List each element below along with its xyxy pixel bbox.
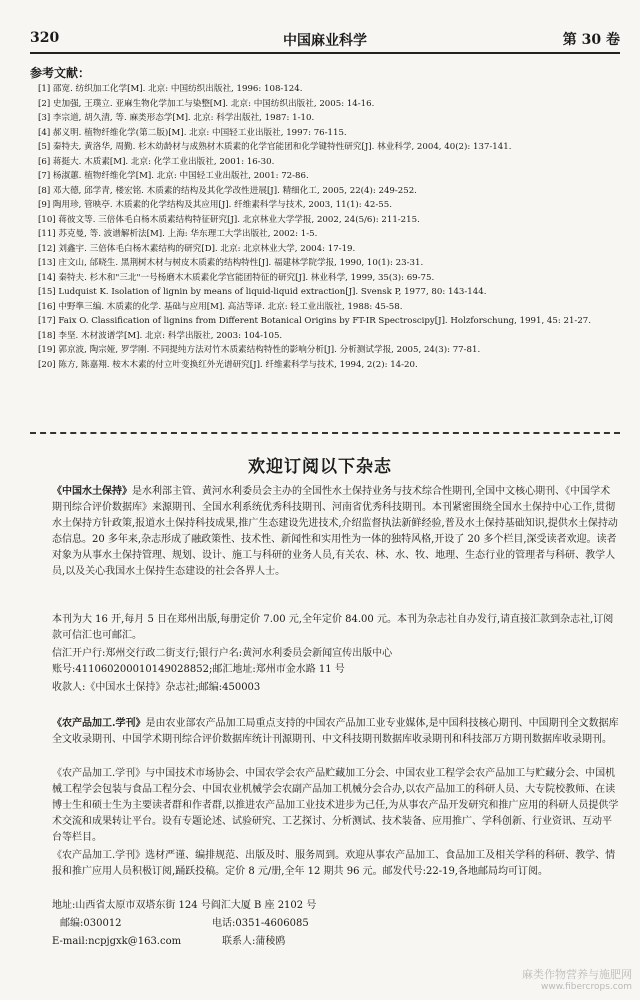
- references-list: [38, 82, 620, 372]
- agri-paragraph-2: 《农产品加工.学刊》与中国技术市场协会、中国农学会农产品贮藏加工分会、中国农业工程学会农产品加工与贮藏分会、中国机械工程学会包装与食品工程分会、中国农业机械学会农副产品加工机械分会合办,以农产品加工的科研人员、大专院校教师、在读博士生和硕士生为主要读者群和作者群,以推进农产品加工业技术进步为己任,为从事农产品开发研究和推广应用的科研人员提供学术交流和成果转让平台。设有专题论述、试验研究、工艺探讨、分析测试、技术装备、应用推广、学科创新、行业资讯、互动平台等栏目。: [52, 768, 619, 843]
- reference-item: [3] 李宗道, 胡久清, 等. 麻类形态学[M]. 北京: 科学出版社, 1987: 1-10.: [38, 113, 315, 123]
- watermark-cn: 麻类作物营养与施肥网: [522, 968, 632, 981]
- site-watermark: [522, 966, 632, 992]
- reference-item: [19] 郭京波, 陶宗娅, 罗学刚. 不同提纯方法对竹木质素结构特性的影响分析[J]. 分析测试学报, 2005, 24(3): 77-81.: [38, 345, 481, 355]
- soil-bank-line: 信汇开户行:郑州交行政二街支行;银行户名:黄河水利委员会新闻宣传出版中心: [52, 648, 393, 659]
- reference-item: [12] 刘鑫宇. 三倍体毛白杨木素结构的研究[D]. 北京: 北京林业大学, 2004: 17-19.: [38, 243, 356, 254]
- reference-item: [9] 陶用珍, 管映亭. 木质素的化学结构及其应用[J]. 纤维素科学与技术, 2003, 11(1): 42-55.: [38, 200, 392, 210]
- volume-label: 第 30 卷: [562, 32, 620, 48]
- reference-item: [7] 杨淑蕙. 植物纤维化学[M]. 北京: 中国轻工业出版社, 2001: 72-86.: [38, 171, 309, 181]
- reference-item: [20] 陈方, 陈嘉翔. 桉木木素的付立叶变换红外光谱研究[J]. 纤维素科学与技术, 1994, 2(2): 14-20.: [38, 359, 418, 370]
- soil-pub-info: 本刊为大 16 开,每月 5 日在郑州出版,每册定价 7.00 元,全年定价 84.00 元。本刊为杂志社自办发行,请直接汇款到杂志社,订阅款可信汇也可邮汇。: [52, 614, 614, 641]
- soil-intro-paragraph: [52, 484, 620, 580]
- reference-item: [1] 邵宽. 纺织加工化学[M]. 北京: 中国纺织出版社, 1996: 108-124.: [38, 84, 303, 94]
- notice-title: 欢迎订阅以下杂志: [248, 457, 392, 477]
- agri-postcode-line: 邮编:030012: [60, 918, 122, 929]
- reference-item: [14] 秦特夫. 杉木和"三北"一号杨磨木木质素化学官能团特征的研究[J]. 林业科学, 1999, 35(3): 69-75.: [38, 272, 435, 283]
- section-divider: [30, 432, 620, 434]
- agri-journal-name: 《农产品加工.学刊》: [52, 718, 146, 729]
- reference-item: [16] 中野準三编. 木质素的化学. 基础与应用[M]. 高洁等译. 北京: 轻工业出版社, 1988: 45-58.: [38, 301, 403, 312]
- reference-item: [18] 李坚. 木材波谱学[M]. 北京: 科学出版社, 2003: 104-105.: [38, 330, 283, 341]
- soil-intro-text: 是水利部主管、黄河水利委员会主办的全国性水土保持业务与技术综合性期刊,全国中文核心期刊、《中国学术期刊综合评价数据库》来源期刊、全国水利系统优秀科技期刊、河南省优秀科技期刊。本刊紧密围绕全国水土保持中心工作,贯彻水土保持方针政策,报道水土保持科技成果,推广生态建设先进技术,介绍监督执法新鲜经验,普及水土保持基础知识,提供水土保持动态信息。20 多年来,杂志形成了融政策性、技术性、新闻性和实用性为一体的独特风格,开设了 20 多个栏目,深受读者欢迎。读者对象为从事水土保持管理、规划、设计、施工与科研的业务人员,有关农、林、水、牧、地理、生态行业的管理者与科研、教学人员,以及关心我国水土保持生态建设的社会各界人士。: [52, 486, 618, 577]
- agri-intro-paragraph: [52, 716, 620, 748]
- watermark-en: www.fibercrops.com: [541, 982, 632, 992]
- reference-item: [10] 蒋彼文等. 三倍体毛白杨木质素结构特征研究[J]. 北京林业大学学报, 2002, 24(5/6): 211-215.: [38, 214, 420, 225]
- agri-address-line: 地址:山西省太原市双塔东街 124 号阎汇大厦 B 座 2102 号: [52, 900, 317, 911]
- agri-contact-line: 联系人:蒲稜鸥: [222, 936, 286, 947]
- reference-item: [2] 史加强, 王璞立. 亚麻生物化学加工与染整[M]. 北京: 中国纺织出版社, 2005: 14-16.: [38, 98, 375, 109]
- soil-account-line: 账号:411060200010149028852;邮汇地址:郑州市金水路 11 号: [52, 664, 345, 675]
- reference-item: [4] 郝义明. 植物纤维化学(第二版)[M]. 北京: 中国轻工业出版社, 1997: 76-115.: [38, 127, 347, 138]
- soil-journal-name: 《中国水土保持》: [52, 486, 132, 497]
- reference-item: [15] Ludquist K. Isolation of lignin by means of liquid-liquid extraction[J]. Svensk P, 1977, 80: 143-144.: [38, 287, 487, 297]
- reference-item: [13] 庄文山, 邰晓生. 黑荆树木材与树皮木质素的结构特性[J]. 福建林学院学报, 1990, 10(1): 23-31.: [38, 258, 424, 268]
- journal-name: 中国麻业科学: [283, 33, 367, 49]
- page-header: [30, 28, 620, 54]
- soil-receiver-line: 收款人:《中国水土保持》杂志社;邮编:450003: [52, 682, 261, 693]
- reference-item: [5] 秦特夫, 黄洛华, 周勤. 杉木幼龄材与成熟材木质素的化学官能团和化学键特性研究[J]. 林业科学, 2004, 40(2): 137-141.: [38, 142, 512, 152]
- page-number: 320: [30, 30, 60, 46]
- agri-phone-line: 电话:0351-4606085: [212, 918, 309, 929]
- reference-item: [17] Faix O. Classification of lignins from Different Botanical Origins by FT-IR Spectroscipy[J]. Holzforschung, 1991, 45: 21-27.: [38, 316, 591, 326]
- reference-item: [8] 邓大德, 邱学青, 楼宏铭. 木质素的结构及其化学改性进展[J]. 精细化工, 2005, 22(4): 249-252.: [38, 185, 417, 196]
- reference-item: [6] 蒋挺大. 木质素[M]. 北京: 化学工业出版社, 2001: 16-30.: [38, 156, 275, 167]
- agri-intro-text: 是由农业部农产品加工局重点支持的中国农产品加工业专业媒体,是中国科技核心期刊、中国期刊全文数据库全文收录期刊、中国学术期刊综合评价数据库统计刊源期刊、中文科技期刊数据库收录期刊和科技部万方期刊数据库收录期刊。: [52, 718, 619, 745]
- agri-email-line: E-mail:ncpjgxk@163.com: [52, 936, 182, 947]
- references-heading: 参考文献：: [30, 66, 91, 80]
- reference-item: [11] 苏克曼, 等. 波谱解析法[M]. 上海: 华东理工大学出版社, 2002: 1-5.: [38, 229, 318, 239]
- agri-paragraph-3: 《农产品加工.学刊》选材严谨、编排规范、出版及时、服务周到。欢迎从事农产品加工、食品加工及相关学科的科研、教学、情报和推广应用人员积极订阅,踊跃投稿。定价 8 元/册,全年 12 期共 96 元。邮发代号:22-19,各地邮局均可订阅。: [52, 850, 616, 877]
